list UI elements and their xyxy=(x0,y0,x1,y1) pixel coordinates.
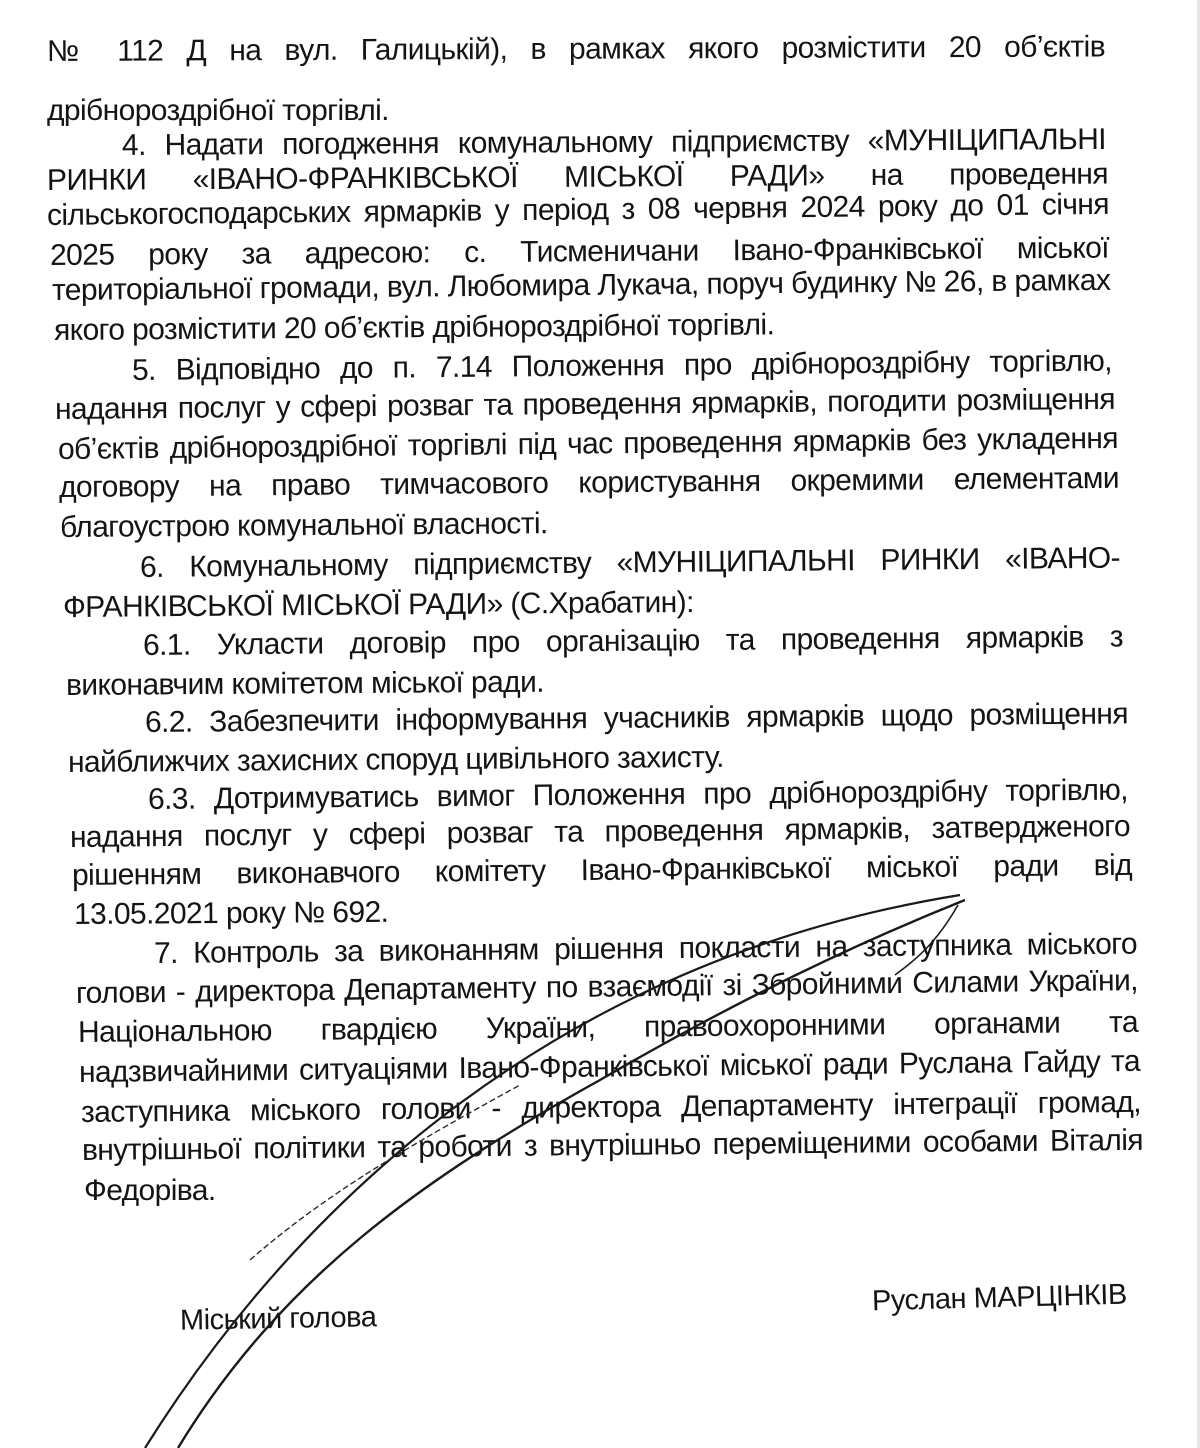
text-line: виконавчим комітетом міської ради. xyxy=(65,665,545,702)
paragraph-7-start: 7. Контроль за виконанням рішення покласти на заступника міського xyxy=(153,927,1138,970)
position-title: Міський голова xyxy=(179,1301,377,1337)
paragraph-6-3-start: 6.3. Дотримуватись вимог Положення про дрібнороздрібну торгівлю, xyxy=(147,773,1129,816)
text-line: голови - директора Департаменту по взаємодії зі Збройними Силами України, xyxy=(75,964,1139,1010)
text-line: Національною гвардією України, правоохоронними органами та xyxy=(77,1005,1139,1049)
text-line: надання послуг у сфері розваг та проведення ярмарків, затвердженого xyxy=(69,809,1131,854)
paragraph-6-2-start: 6.2. Забезпечити інформування учасників ярмарків щодо розміщення xyxy=(144,697,1129,739)
text-line: № 112 Д на вул. Галицькій), в рамках якого розмістити 20 об’єктів xyxy=(46,30,1106,68)
text-line: РИНКИ «ІВАНО-ФРАНКІВСЬКОЇ МІСЬКОЇ РАДИ» на проведення xyxy=(46,157,1109,197)
text-line: надання послуг у сфері розваг та проведення ярмарків, погодити розміщення xyxy=(54,382,1116,426)
signer-name: Руслан МАРЦІНКІВ xyxy=(871,1278,1128,1318)
text-line: внутрішньої політики та роботи з внутрішньо переміщеними особами Віталія xyxy=(81,1123,1144,1167)
text-line: договору на право тимчасового користування окремими елементами xyxy=(58,461,1120,504)
text-line: якого розмістити 20 об’єктів дрібнороздрібної торгівлі. xyxy=(53,308,775,347)
text-line: 2025 року за адресою: с. Тисменичани Івано-Франківської міської xyxy=(49,231,1110,272)
text-line: сільськогосподарських ярмарків у період з 08 червня 2024 року до 01 січня xyxy=(46,187,1110,232)
text-line: 13.05.2021 року № 692. xyxy=(73,895,389,931)
text-line: дрібнороздрібної торгівлі. xyxy=(47,94,389,127)
paragraph-6-start: 6. Комунальному підприємству «МУНІЦИПАЛЬНІ РИНКИ «ІВАНО- xyxy=(139,541,1121,584)
text-line: заступника міського голови - директора Департаменту інтеграції громад, xyxy=(80,1085,1142,1129)
paragraph-4-start: 4. Надати погодження комунальному підприємству «МУНІЦИПАЛЬНІ xyxy=(121,122,1107,162)
paragraph-5-start: 5. Відповідно до п. 7.14 Положення про дрібнороздрібну торгівлю, xyxy=(131,344,1113,387)
text-line: ФРАНКІВСЬКОЇ МІСЬКОЇ РАДИ» (С.Храбатин): xyxy=(62,586,694,624)
text-line: благоустрою комунальної власності. xyxy=(59,507,548,544)
text-line: територіальної громади, вул. Любомира Лукача, поруч будинку № 26, в рамках xyxy=(51,263,1111,307)
text-line: найближчих захисних споруд цивільного захисту. xyxy=(67,740,724,779)
paragraph-6-1-start: 6.1. Укласти договір про організацію та проведення ярмарків з xyxy=(142,620,1124,662)
text-line: рішенням виконавчого комітету Івано-Франківської міської ради від xyxy=(71,848,1133,892)
text-line: Федоріва. xyxy=(84,1174,216,1207)
text-line: надзвичайними ситуаціями Івано-Франківської міської ради Руслана Гайду та xyxy=(78,1044,1141,1089)
text-line: об’єктів дрібнороздрібної торгівлі під час проведення ярмарків без укладення xyxy=(57,421,1119,466)
